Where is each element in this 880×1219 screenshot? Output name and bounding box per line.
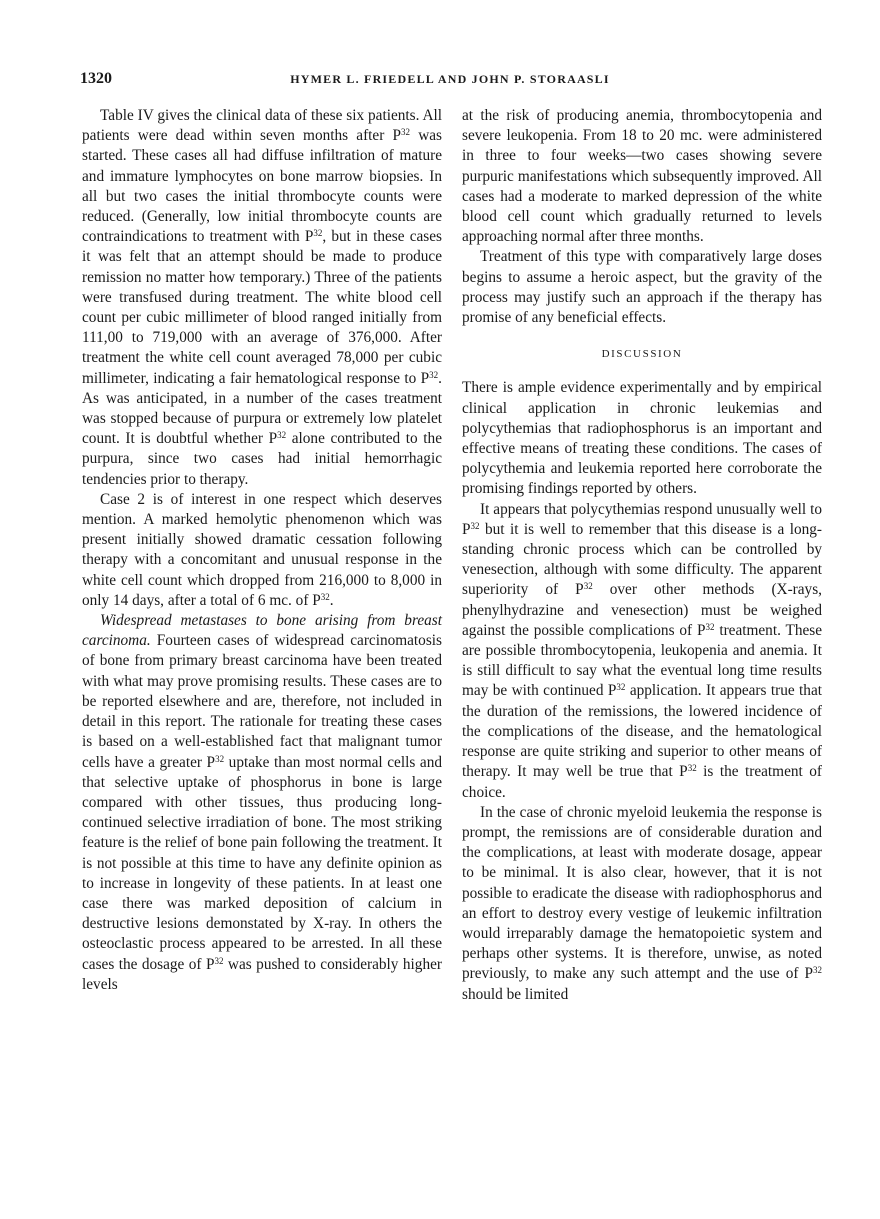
- isotope-superscript: 32: [813, 965, 822, 976]
- running-head: HYMER L. FRIEDELL AND JOHN P. STORAASLI: [290, 72, 610, 86]
- isotope-superscript: 32: [313, 228, 323, 239]
- isotope-superscript: 32: [616, 682, 626, 693]
- right-column: [462, 106, 822, 1005]
- isotope-superscript: 32: [687, 763, 697, 774]
- left-column: [82, 106, 442, 995]
- paragraph-continued: at the risk of producing anemia, thrombocytopenia and severe leukopenia. From 18 to 20 mc. were administered in three to four weeks—two cases showing severe purpuric manifestations which subsequently improved. All cases had a moderate to marked depression of the white blood cell count which gradually returned to levels approaching normal after three months.: [462, 107, 822, 246]
- paragraph-table-iv: Table IV gives the clinical data of these six patients. All patients were dead within seven months after $P^{32}$ was started. These cases all had diffuse infiltration of mature and immature lymphocytes on bone marrow biopsies. In all but two cases the initial thrombocyte counts were reduced. (Generally, low initial thrombocyte counts are contraindications to treatment with $P^{32}$, but in these cases it was felt that an attempt should be made to produce remission no matter how temporary.) Three of the patients were transfused during treatment. The white blood cell count per cubic millimeter of blood ranged initially from 111,00 to 719,000 with an average of 376,000. After treatment the white cell count averaged 78,000 per cubic millimeter, indicating a fair hematological response to $P^{32}$. As was anticipated, in a number of the cases treatment was stopped because of purpura or extremely low platelet count. It is doubtful whether $P^{32}$ alone contributed to the purpura, since two cases had initial hemorrhagic tendencies prior to therapy.: [82, 107, 442, 488]
- isotope-superscript: 32: [429, 369, 439, 380]
- isotope-superscript: 32: [277, 430, 287, 441]
- paragraph-case-2: Case 2 is of interest in one respect which deserves mention. A marked hemolytic phenomenon which was present initially showed dramatic cessation following therapy with a concomitant and unusual response in the white cell count which dropped from 216,000 to 8,000 in only 14 days, after a total of 6 mc. of $P^{32}$.: [82, 490, 442, 609]
- isotope-superscript: 32: [470, 520, 480, 531]
- isotope-superscript: 32: [705, 621, 715, 632]
- page-header: [80, 70, 820, 92]
- paragraph-polycythemias: It appears that polycythemias respond unusually well to $P^{32}$ but it is well to remember that this disease is a long-standing chronic process which can be controlled by venesection, although with some difficulty. The apparent superiority of $P^{32}$ over other methods (X-rays, phenylhydrazine and venesection) must be weighed against the possible complications of $P^{32}$ treatment. These are possible thrombocytopenia, leukopenia and anemia. It is still difficult to say what the eventual long time results may be with continued $P^{32}$ application. It appears true that the duration of the remissions, the lowered incidence of the complications of the disease, and the hematological response are quite striking and superior to other means of therapy. It may well be true that $P^{32}$ is the treatment of choice.: [462, 500, 822, 801]
- paragraph-heroic-aspect: Treatment of this type with comparatively large doses begins to assume a heroic aspect, but the gravity of the process may justify such an approach if the therapy has promise of any beneficial effects.: [462, 248, 822, 327]
- discussion-heading: DISCUSSION: [601, 348, 683, 361]
- page-number: 1320: [80, 70, 112, 87]
- paragraph-myeloid-leukemia: In the case of chronic myeloid leukemia the response is prompt, the remissions are of considerable duration and the complications, at least with moderate dosage, appear to be minimal. It is also clear, however, that it is not possible to eradicate the disease with radiophosphorus and an effort to destroy every vestige of leukemic infiltration would irreparably damage the hematopoietic system and perhaps other systems. It is therefore, unwise, as noted previously, to make any such attempt and the use of $P^{32}$ should be limited: [462, 803, 822, 1003]
- isotope-superscript: 32: [401, 127, 411, 138]
- isotope-superscript: 32: [583, 581, 593, 592]
- paragraph-bone-metastases: Widespread metastases to bone arising from breast carcinoma. Fourteen cases of widespread carcinomatosis of bone from primary breast carcinoma have been treated with what may prove promising results. These cases are to be reported elsewhere and are, therefore, not included in detail in this report. The rationale for treating these cases is based on a well-established fact that malignant tumor cells have a greater $P^{32}$ uptake than most normal cells and that selective uptake of phosphorus in bone is large compared with other tissues, thus producing long-continued selective irradiation of bone. The most striking feature is the relief of bone pain following the treatment. It is not possible at this time to have any definite opinion as to increase in longevity of these patients. In at least one case there was marked deposition of calcium in destructive lesions demonstated by X-ray. In others the osteoclastic process appeared to be arrested. In all these cases the dosage of $P^{32}$ was pushed to considerably higher levels: [82, 612, 442, 993]
- isotope-superscript: 32: [215, 753, 225, 764]
- isotope-superscript: 32: [320, 591, 330, 602]
- isotope-superscript: 32: [214, 955, 224, 966]
- paragraph-ample-evidence: There is ample evidence experimentally and by empirical clinical application in chronic leukemias and polycythemias that radiophosphorus is an important and effective means of treating these conditions. The cases of polycythemia and leukemia reported here corroborate the promising findings reported by others.: [462, 379, 822, 498]
- subsection-heading: Widespread metastases to bone arising from breast carcinoma.: [82, 612, 442, 650]
